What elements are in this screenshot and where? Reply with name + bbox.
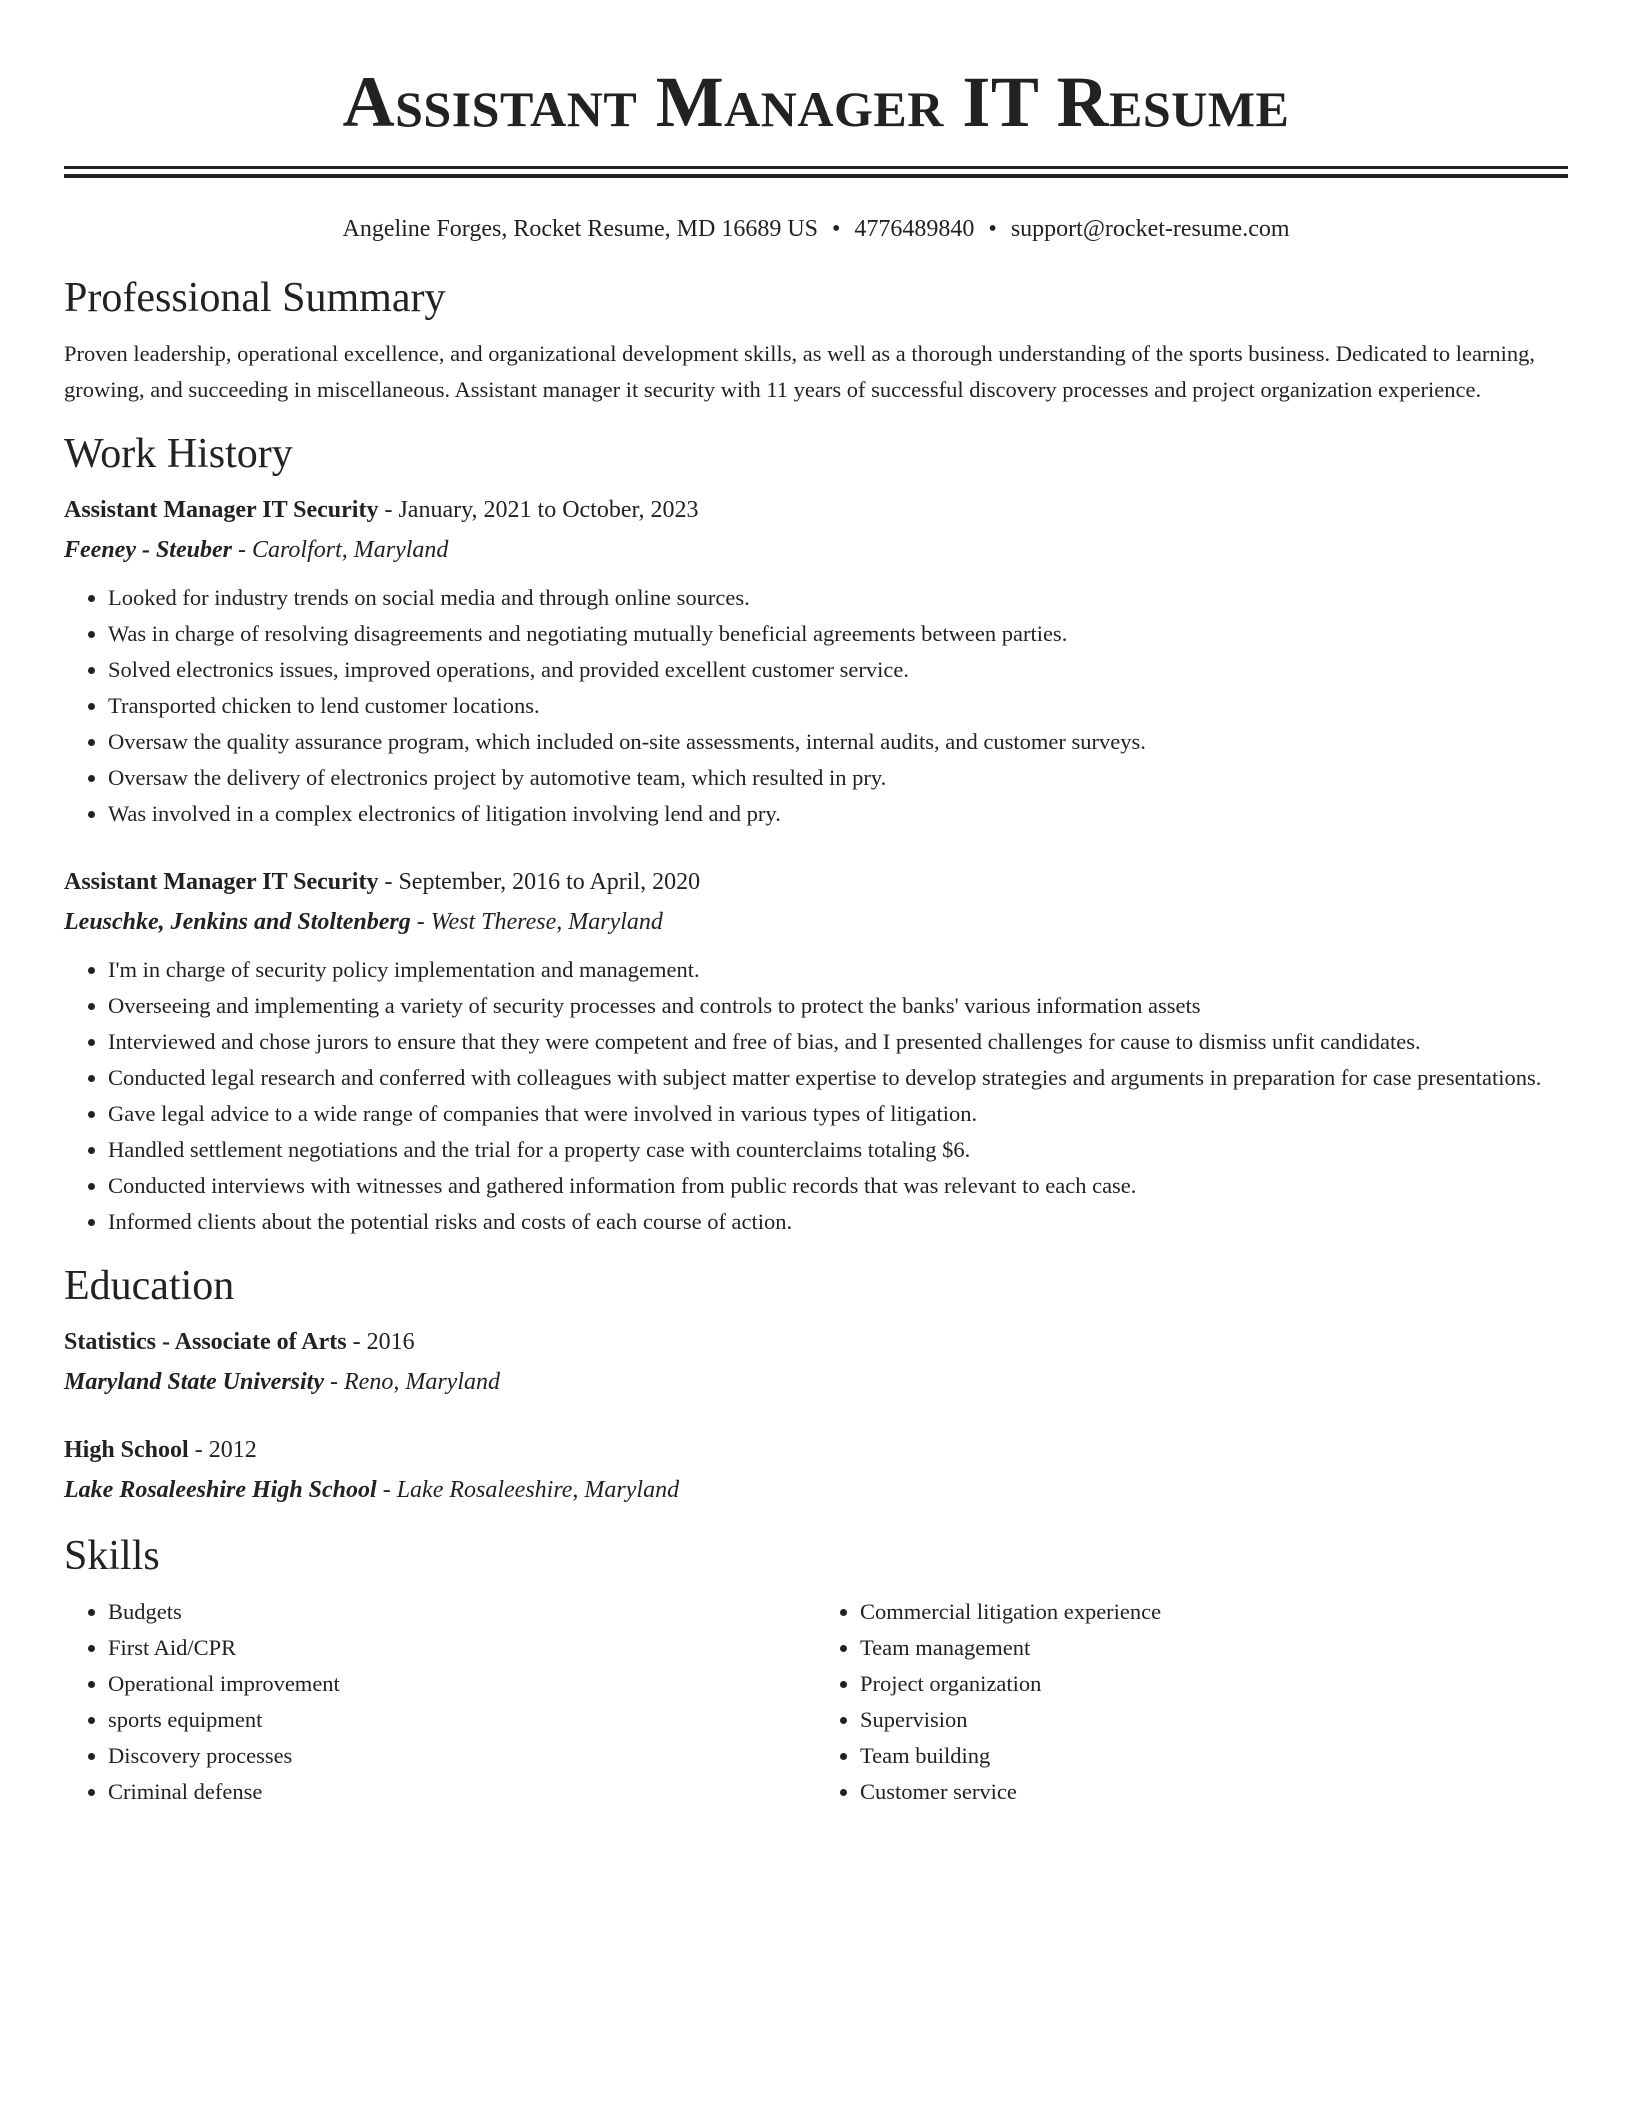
list-item: • Interviewed and chose jurors to ensure that they were competent and free of bias, and I presented challenges for cause to dismiss unfit candidates. [108,1024,1568,1060]
list-item: • Looked for industry trends on social media and through online sources. [108,580,1568,616]
contact-email: support@rocket-resume.com [1010,216,1290,242]
contact-phone: 4776489840 [854,216,975,242]
dash: - [346,1329,367,1355]
list-item: • I'm in charge of security policy implementation and management. [108,952,1568,988]
education-entry [64,1432,1568,1508]
contact-address: Angeline Forges, Rocket Resume, MD 16689 US [342,216,819,242]
job-company: Leuschke, Jenkins and Stoltenberg [64,909,411,935]
list-item: • Team management [860,1630,1568,1666]
school-location: Reno, Maryland [344,1369,500,1395]
summary-text: Proven leadership, operational excellence, and organizational development skills, as well as a thorough understanding of the sports business. Dedicated to learning, growing, and succeeding in miscellaneous. Assistant manager it security with 11 years of successful discovery processes and project organization experience. [64,341,1536,402]
job-title-line [64,492,1568,528]
degree: Statistics - Associate of Arts [64,1329,347,1355]
dash: - [376,1477,397,1503]
skills-left-list [64,1594,816,1810]
summary-heading: Professional Summary [64,275,446,321]
list-item: • Budgets [108,1594,816,1630]
list-item: • Supervision [860,1702,1568,1738]
job-title: Assistant Manager IT Security [64,497,379,523]
list-item: • Project organization [860,1666,1568,1702]
list-item: • Overseeing and implementing a variety of security processes and controls to protect the banks' various information assets [108,988,1568,1024]
list-item: • Oversaw the quality assurance program, which included on-site assessments, internal audits, and customer surveys. [108,724,1568,760]
contact-separator: • [832,216,841,242]
school-location: Lake Rosaleeshire, Maryland [396,1477,680,1503]
list-item: • Operational improvement [108,1666,816,1702]
school: Lake Rosaleeshire High School [64,1477,377,1503]
contact-separator: • [988,216,997,242]
degree-line [64,1324,1568,1360]
list-item: • First Aid/CPR [108,1630,816,1666]
skills-columns [64,1594,1568,1810]
title-rule-top [64,166,1568,169]
list-item: • Customer service [860,1774,1568,1810]
list-item: • Was in charge of resolving disagreements and negotiating mutually beneficial agreements between parties. [108,616,1568,652]
dash: - [231,537,252,563]
list-item: • Commercial litigation experience [860,1594,1568,1630]
school: Maryland State University [64,1369,325,1395]
list-item: • Informed clients about the potential risks and costs of each course of action. [108,1204,1568,1240]
job-location: Carolfort, Maryland [251,537,449,563]
education-entry [64,1324,1568,1400]
dash: - [188,1437,209,1463]
list-item: • Conducted interviews with witnesses and gathered information from public records that was relevant to each case. [108,1168,1568,1204]
education-heading: Education [64,1263,235,1309]
school-line [64,1472,1568,1508]
job-dates: January, 2021 to October, 2023 [398,497,699,523]
job-entry [64,864,1568,1240]
dash: - [324,1369,345,1395]
list-item: • Discovery processes [108,1738,816,1774]
dash: - [378,497,399,523]
resume-title: Assistant Manager IT Resume [342,62,1290,142]
job-title: Assistant Manager IT Security [64,869,379,895]
job-bullets [64,952,1568,1240]
job-location: West Therese, Maryland [430,909,663,935]
year: 2016 [366,1329,415,1355]
list-item: • Conducted legal research and conferred with colleagues with subject matter expertise to develop strategies and arguments in preparation for case presentations. [108,1060,1568,1096]
year: 2012 [208,1437,257,1463]
degree-line [64,1432,1568,1468]
job-company-line [64,532,1568,568]
skills-right-list [816,1594,1568,1810]
list-item: • Team building [860,1738,1568,1774]
list-item: • Oversaw the delivery of electronics project by automotive team, which resulted in pry. [108,760,1568,796]
list-item: • Criminal defense [108,1774,816,1810]
list-item: • Gave legal advice to a wide range of companies that were involved in various types of litigation. [108,1096,1568,1132]
job-title-line [64,864,1568,900]
title-rule-bottom [64,174,1568,178]
job-dates: September, 2016 to April, 2020 [398,869,701,895]
work-heading: Work History [64,431,293,477]
skills-heading: Skills [64,1533,160,1579]
list-item: • Solved electronics issues, improved operations, and provided excellent customer service. [108,652,1568,688]
job-company-line [64,904,1568,940]
degree: High School [64,1437,189,1463]
school-line [64,1364,1568,1400]
job-company: Feeney - Steuber [64,537,232,563]
list-item: • sports equipment [108,1702,816,1738]
list-item: • Handled settlement negotiations and the trial for a property case with counterclaims totaling $6. [108,1132,1568,1168]
job-entry [64,492,1568,832]
dash: - [378,869,399,895]
job-bullets [64,580,1568,832]
dash: - [410,909,431,935]
list-item: • Was involved in a complex electronics of litigation involving lend and pry. [108,796,1568,832]
list-item: • Transported chicken to lend customer locations. [108,688,1568,724]
contact-line [64,212,1568,246]
